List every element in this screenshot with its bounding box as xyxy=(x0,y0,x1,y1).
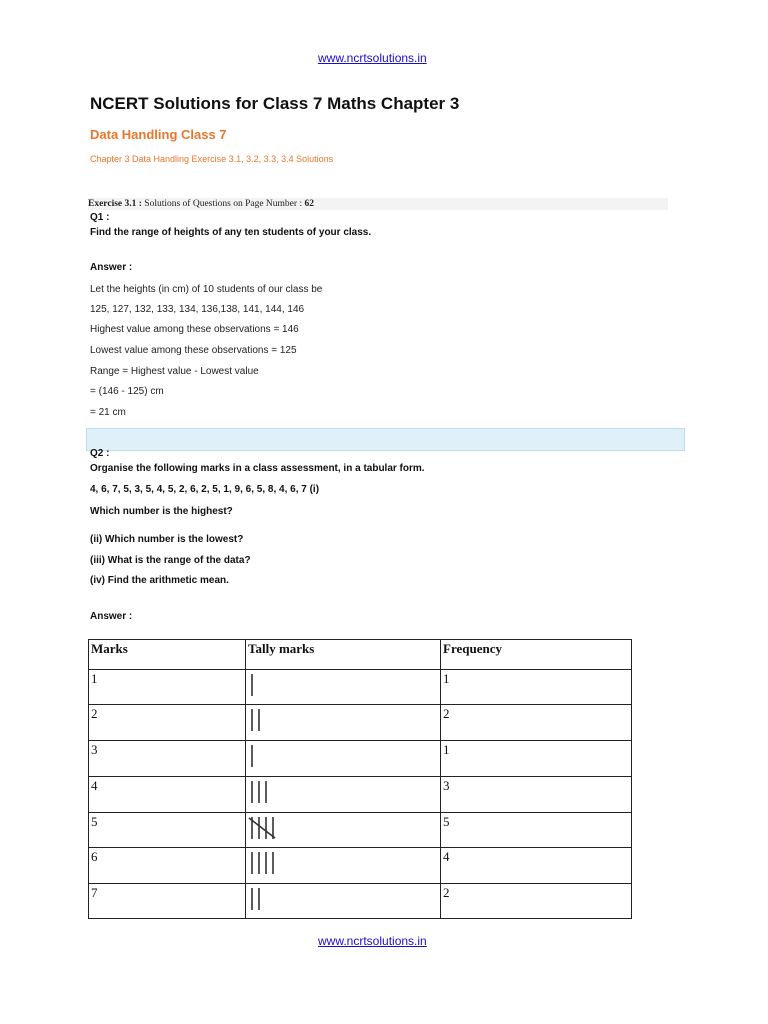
frequency-cell: 2 xyxy=(441,705,632,741)
q1-question: Find the range of heights of any ten students of your class. xyxy=(90,227,372,238)
tally-marks-icon xyxy=(248,850,308,876)
tally-cell xyxy=(246,848,441,884)
q2-label: Q2 : xyxy=(90,448,110,459)
q1-answer-label: Answer : xyxy=(90,262,133,273)
q1-answer-line: = 21 cm xyxy=(90,407,126,418)
table-row xyxy=(89,884,632,919)
table-row xyxy=(89,670,632,705)
marks-cell: 2 xyxy=(89,705,246,741)
q1-answer-line: 125, 127, 132, 133, 134, 136,138, 141, 144, 146 xyxy=(90,304,305,315)
q2-question: Organise the following marks in a class assessment, in a tabular form. xyxy=(90,463,425,474)
header-site-link[interactable]: www.ncrtsolutions.in xyxy=(318,51,427,65)
tally-cell xyxy=(246,813,441,848)
header-frequency: Frequency xyxy=(441,640,632,670)
tally-marks-icon xyxy=(248,779,308,805)
header-marks: Marks xyxy=(89,640,246,670)
tally-cell xyxy=(246,777,441,813)
exercise-label: Exercise 3.1 : xyxy=(88,199,142,209)
tally-cell xyxy=(246,884,441,919)
q2-answer-label: Answer : xyxy=(90,611,133,622)
footer-site-link[interactable]: www.ncrtsolutions.in xyxy=(318,934,427,948)
table-row xyxy=(89,848,632,884)
tally-marks-icon xyxy=(248,743,308,769)
exercise-bar xyxy=(88,198,668,210)
frequency-cell: 1 xyxy=(441,741,632,777)
q2-part: (iii) What is the range of the data? xyxy=(90,555,251,566)
marks-frequency-table xyxy=(88,639,632,919)
q2-part: (ii) Which number is the lowest? xyxy=(90,534,244,545)
tally-cell xyxy=(246,670,441,705)
q2-data-line: 4, 6, 7, 5, 3, 5, 4, 5, 2, 6, 2, 5, 1, 9, 6, 5, 8, 4, 6, 7 (i) xyxy=(90,484,320,495)
q2-part: (iv) Find the arithmetic mean. xyxy=(90,575,229,586)
q1-answer-line: = (146 - 125) cm xyxy=(90,386,164,397)
page-subtitle: Data Handling Class 7 xyxy=(90,127,227,142)
table-row xyxy=(89,741,632,777)
page-tagline: Chapter 3 Data Handling Exercise 3.1, 3.2, 3.3, 3.4 Solutions xyxy=(90,154,334,164)
exercise-page: 62 xyxy=(304,199,314,209)
table-row xyxy=(89,705,632,741)
frequency-cell: 4 xyxy=(441,848,632,884)
exercise-text: Solutions of Questions on Page Number : xyxy=(141,199,305,209)
q2-part: Which number is the highest? xyxy=(90,506,233,517)
tally-marks-icon xyxy=(248,886,308,912)
table-header-row xyxy=(89,640,632,670)
tally-cell xyxy=(246,741,441,777)
q1-label: Q1 : xyxy=(90,212,110,223)
tally-marks-icon xyxy=(248,672,308,698)
question-separator-bar xyxy=(86,428,685,451)
marks-cell: 5 xyxy=(89,813,246,848)
frequency-cell: 5 xyxy=(441,813,632,848)
table-row xyxy=(89,813,632,848)
marks-cell: 1 xyxy=(89,670,246,705)
frequency-cell: 1 xyxy=(441,670,632,705)
tally-cell xyxy=(246,705,441,741)
q1-answer-line: Let the heights (in cm) of 10 students of our class be xyxy=(90,284,323,295)
q1-answer-line: Lowest value among these observations = 125 xyxy=(90,345,297,356)
marks-cell: 4 xyxy=(89,777,246,813)
tally-strike-stroke xyxy=(249,818,275,838)
q1-answer-line: Highest value among these observations = 146 xyxy=(90,324,299,335)
frequency-cell: 3 xyxy=(441,777,632,813)
header-tally-marks: Tally marks xyxy=(246,640,441,670)
table-row xyxy=(89,777,632,813)
frequency-cell: 2 xyxy=(441,884,632,919)
marks-cell: 3 xyxy=(89,741,246,777)
tally-marks-icon xyxy=(248,815,308,841)
marks-cell: 7 xyxy=(89,884,246,919)
tally-marks-icon xyxy=(248,707,308,733)
marks-cell: 6 xyxy=(89,848,246,884)
page-title: NCERT Solutions for Class 7 Maths Chapter 3 xyxy=(90,94,460,113)
q1-answer-line: Range = Highest value - Lowest value xyxy=(90,366,259,377)
